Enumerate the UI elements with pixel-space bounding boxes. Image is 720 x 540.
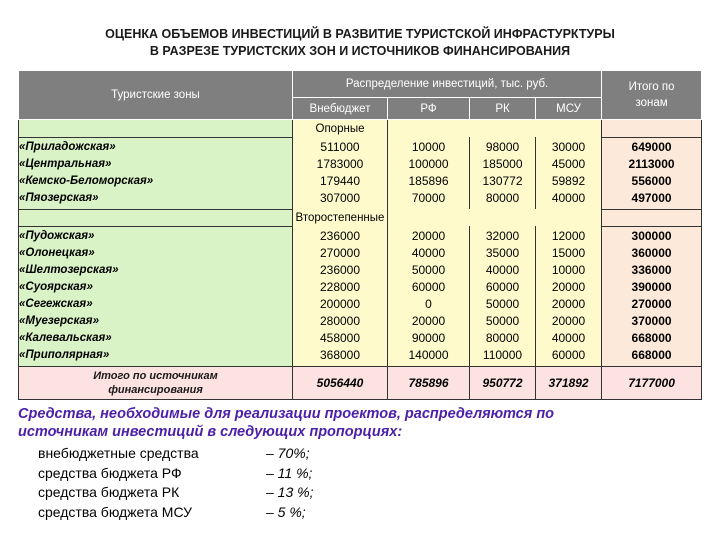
value-cell: 40000 bbox=[485, 262, 520, 277]
value-cell: 100000 bbox=[408, 157, 449, 171]
group-spacer bbox=[536, 120, 602, 138]
rf-values-primary bbox=[388, 137, 470, 209]
value-cell: 90000 bbox=[411, 330, 446, 345]
total-cell: 649000 bbox=[631, 140, 672, 154]
value-cell: 140000 bbox=[408, 347, 449, 362]
share-label: средства бюджета МСУ bbox=[38, 503, 192, 520]
value-cell: 35000 bbox=[485, 245, 520, 260]
total-cell: 2113000 bbox=[628, 157, 675, 171]
value-cell: 98000 bbox=[485, 140, 520, 154]
group-spacer bbox=[602, 209, 702, 226]
value-cell: 20000 bbox=[411, 313, 446, 328]
summary-label-line-1: Итого по источникам bbox=[93, 369, 218, 382]
value-cell: 228000 bbox=[319, 279, 361, 294]
summary-msu: 371892 bbox=[536, 366, 602, 399]
total-values-secondary bbox=[602, 226, 702, 366]
value-cell: 458000 bbox=[319, 330, 361, 345]
value-cell: 20000 bbox=[551, 279, 586, 294]
share-item bbox=[38, 444, 368, 464]
group-label-primary: Опорные bbox=[293, 120, 388, 138]
group-label-secondary: Второстепенные bbox=[293, 209, 388, 226]
distribution-header: Распределение инвестиций, тыс. руб. bbox=[293, 71, 602, 98]
value-cell: 15000 bbox=[551, 245, 586, 260]
value-cell: 0 bbox=[425, 296, 432, 311]
zone-name: «Кемско-Беломорская» bbox=[19, 175, 154, 187]
zones-header: Туристские зоны bbox=[19, 71, 293, 120]
share-value: – 11 %; bbox=[266, 464, 313, 481]
summary-total: 7177000 bbox=[602, 366, 702, 399]
total-values-primary bbox=[602, 137, 702, 209]
note-line-2: источникам инвестиций в следующих пропорциях: bbox=[18, 424, 403, 440]
note-line-1: Средства, необходимые для реализации проектов, распределяются по bbox=[18, 406, 555, 422]
zone-name: «Олонецкая» bbox=[19, 247, 95, 259]
group-spacer bbox=[470, 120, 536, 138]
value-cell: 32000 bbox=[485, 228, 520, 243]
msu-values-primary bbox=[536, 137, 602, 209]
col-header-msu: МСУ bbox=[536, 98, 602, 120]
value-cell: 40000 bbox=[551, 330, 586, 345]
value-cell: 45000 bbox=[551, 157, 586, 171]
total-header-text: Итого по зонам bbox=[628, 81, 675, 109]
total-cell: 497000 bbox=[631, 191, 672, 205]
rf-values-secondary bbox=[388, 226, 470, 366]
group-spacer bbox=[470, 209, 536, 226]
group-spacer bbox=[388, 209, 470, 226]
investment-table bbox=[18, 70, 702, 400]
value-cell: 185000 bbox=[482, 157, 523, 171]
group-spacer bbox=[388, 120, 470, 138]
zone-name: «Суоярская» bbox=[19, 281, 93, 293]
share-label: средства бюджета РФ bbox=[38, 464, 182, 481]
zones-list-secondary bbox=[19, 226, 293, 366]
value-cell: 60000 bbox=[411, 279, 446, 294]
summary-vneb: 5056440 bbox=[293, 366, 388, 399]
msu-values-secondary bbox=[536, 226, 602, 366]
value-cell: 130772 bbox=[482, 174, 523, 188]
group-spacer bbox=[19, 120, 293, 138]
share-list bbox=[38, 444, 368, 522]
summary-rk: 950772 bbox=[470, 366, 536, 399]
total-cell: 668000 bbox=[631, 331, 672, 345]
zone-name: «Сегежская» bbox=[19, 298, 93, 310]
value-cell: 60000 bbox=[551, 347, 586, 362]
total-cell: 370000 bbox=[631, 314, 672, 328]
value-cell: 185896 bbox=[408, 174, 449, 188]
value-cell: 280000 bbox=[319, 313, 361, 328]
summary-label bbox=[19, 366, 293, 399]
col-header-vneb: Внебюджет bbox=[293, 98, 388, 120]
col-header-rk: РК bbox=[470, 98, 536, 120]
zone-name: «Приполярная» bbox=[19, 349, 110, 361]
share-item bbox=[38, 483, 368, 503]
zone-name: «Муезерская» bbox=[19, 315, 99, 327]
zones-list-primary bbox=[19, 137, 293, 209]
value-cell: 50000 bbox=[485, 296, 520, 311]
value-cell: 30000 bbox=[551, 140, 586, 154]
group-spacer bbox=[19, 209, 293, 226]
value-cell: 307000 bbox=[319, 191, 361, 205]
share-value: – 5 %; bbox=[266, 503, 306, 520]
value-cell: 40000 bbox=[411, 245, 446, 260]
zone-name: «Калевальская» bbox=[19, 332, 112, 344]
value-cell: 179440 bbox=[319, 174, 361, 188]
share-value: – 13 %; bbox=[266, 484, 314, 500]
total-cell: 360000 bbox=[631, 246, 672, 260]
value-cell: 200000 bbox=[319, 296, 361, 311]
zone-name: «Пудожская» bbox=[19, 230, 95, 242]
group-spacer bbox=[602, 120, 702, 138]
value-cell: 236000 bbox=[319, 228, 361, 243]
zone-name: «Приладожская» bbox=[19, 141, 116, 153]
value-cell: 368000 bbox=[319, 347, 361, 362]
share-item bbox=[38, 464, 368, 484]
value-cell: 1783000 bbox=[316, 157, 364, 171]
total-cell: 390000 bbox=[631, 280, 672, 294]
value-cell: 50000 bbox=[411, 262, 446, 277]
zone-name: «Шелтозерская» bbox=[19, 264, 119, 276]
value-cell: 20000 bbox=[551, 313, 586, 328]
value-cell: 511000 bbox=[320, 140, 360, 154]
share-label: внебюджетные средства bbox=[38, 445, 199, 461]
total-header bbox=[602, 71, 702, 120]
value-cell: 60000 bbox=[485, 279, 520, 294]
total-cell: 336000 bbox=[631, 263, 672, 277]
title-line-2: В РАЗРЕЗЕ ТУРИСТСКИХ ЗОН И ИСТОЧНИКОВ ФИНАНСИРОВАНИЯ bbox=[149, 44, 571, 58]
title-line-1: ОЦЕНКА ОБЪЕМОВ ИНВЕСТИЦИЙ В РАЗВИТИЕ ТУРИСТСКОЙ ИНФРАСТУРКТУРЫ bbox=[105, 27, 615, 41]
share-value: – 70%; bbox=[266, 445, 310, 461]
value-cell: 10000 bbox=[551, 262, 586, 277]
share-label: средства бюджета РК bbox=[38, 484, 180, 500]
value-cell: 59892 bbox=[551, 174, 586, 188]
total-cell: 270000 bbox=[631, 297, 672, 311]
value-cell: 270000 bbox=[319, 245, 361, 260]
value-cell: 110000 bbox=[482, 347, 523, 362]
total-cell: 300000 bbox=[631, 229, 672, 243]
summary-label-line-2: финансирования bbox=[108, 383, 203, 396]
col-header-rf: РФ bbox=[388, 98, 470, 120]
value-cell: 236000 bbox=[319, 262, 361, 277]
value-cell: 12000 bbox=[551, 228, 586, 243]
vneb-values-secondary bbox=[293, 226, 388, 366]
share-item bbox=[38, 503, 368, 523]
page-title bbox=[0, 26, 720, 60]
zone-name: «Пяозерская» bbox=[19, 192, 99, 204]
value-cell: 70000 bbox=[411, 191, 446, 205]
value-cell: 80000 bbox=[485, 330, 520, 345]
summary-rf: 785896 bbox=[388, 366, 470, 399]
value-cell: 80000 bbox=[485, 191, 520, 205]
value-cell: 10000 bbox=[411, 140, 446, 154]
zone-name: «Центральная» bbox=[19, 158, 112, 170]
rk-values-secondary bbox=[470, 226, 536, 366]
rk-values-primary bbox=[470, 137, 536, 209]
distribution-note bbox=[18, 405, 708, 441]
value-cell: 20000 bbox=[411, 228, 446, 243]
total-cell: 556000 bbox=[631, 174, 672, 188]
value-cell: 40000 bbox=[551, 191, 586, 205]
vneb-values-primary bbox=[293, 137, 388, 209]
value-cell: 50000 bbox=[485, 313, 520, 328]
total-cell: 668000 bbox=[631, 348, 672, 362]
value-cell: 20000 bbox=[551, 296, 586, 311]
group-spacer bbox=[536, 209, 602, 226]
